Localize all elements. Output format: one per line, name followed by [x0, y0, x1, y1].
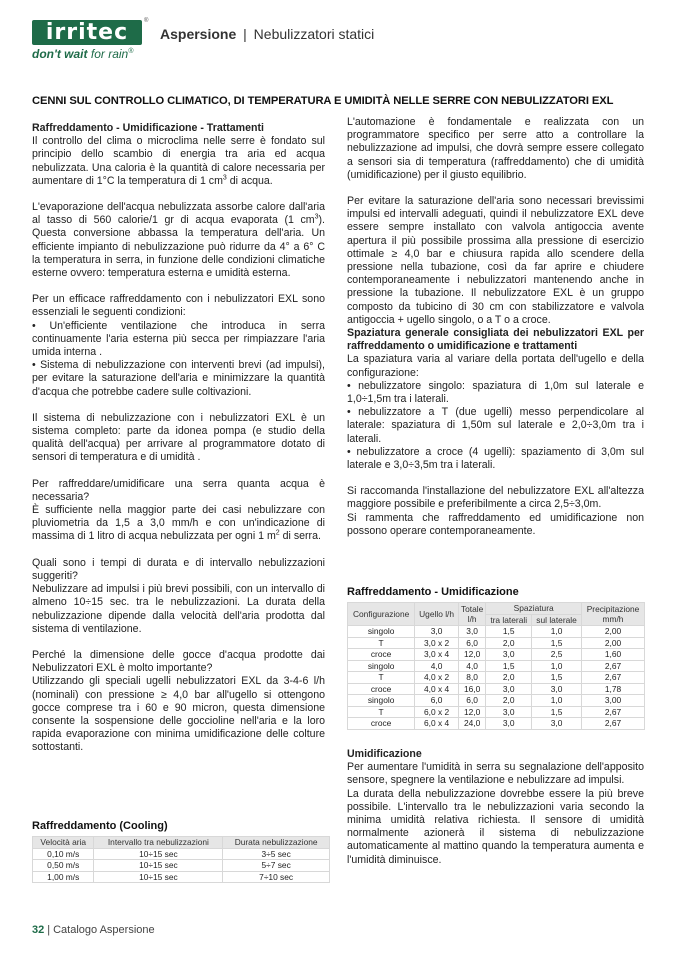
cell: croce [348, 649, 415, 661]
cell: 1,5 [532, 672, 582, 684]
spacing-heading: Spaziatura generale consigliata dei nebulizzatori EXL per raffreddamento o umidificazione e trattamenti [347, 327, 644, 353]
tagline-bold: don't wait [32, 47, 88, 61]
cell: 6,0 [415, 695, 459, 707]
cell: 1,0 [532, 660, 582, 672]
faq-answer: di serra. [279, 530, 321, 543]
spacing-bullet: • nebulizzatore singolo: spaziatura di 1,0m sul laterale e 1,0÷1,5m tra i laterali. [347, 379, 644, 406]
table-row [348, 626, 645, 638]
col-header-ugello: Ugello l/h [415, 603, 459, 626]
faq-water-amount [32, 478, 325, 544]
header-breadcrumb [160, 26, 374, 42]
cell: 1,0 [532, 695, 582, 707]
footer-separator: | [47, 924, 51, 936]
cell: 1,5 [532, 637, 582, 649]
cell: 3,0 [486, 718, 532, 730]
tagline-registered-mark: ® [128, 48, 134, 55]
text: di acqua. [226, 174, 273, 187]
superscript: 2 [275, 529, 280, 537]
page-header [32, 18, 652, 68]
left-heading: Raffreddamento - Umidificazione - Trattamenti [32, 122, 264, 134]
col-header-config: Configurazione [348, 603, 415, 626]
breadcrumb-section: Aspersione [160, 26, 237, 42]
left-column [32, 122, 325, 768]
col-header-intervallo: Intervallo tra nebulizzazioni [94, 837, 223, 849]
superscript: 3 [222, 174, 227, 182]
faq-question: Per raffreddare/umidificare una serra quanta acqua è necessaria? [32, 477, 325, 503]
cell: 10÷15 sec [94, 848, 223, 860]
cell: singolo [348, 626, 415, 638]
spacing-intro: La spaziatura varia al variare della portata dell'ugello e della configurazione: [347, 353, 644, 379]
right-paragraph-2: Per evitare la saturazione dell'aria sono necessari brevissimi impulsi ed intervalli adeguati, quindi il nebulizzatore EXL deve essere sempre installato con valvola antigoccia avente apertura il più possibile prossima alla pressione di esercizio ottimale ≥ 4,0 bar e chiusura rapida allo scendere della pressione nella tubazione, così da far aprire e chiudere contemporaneamente i nebulizzatori mantenendo anche in pressione la tubazione. Il nebulizzatore EXL è un gruppo composto da tubicino di 30 cm con stabilizzatore e valvola antigoccia + ugello singolo, o a T o a croce. [347, 195, 644, 326]
table-row [33, 871, 330, 883]
cell: singolo [348, 695, 415, 707]
superscript: 3 [314, 213, 319, 221]
faq-answer: È sufficiente nella maggior parte dei casi nebulizzare con pluviometria da 1,5 a 3,0 mm/h e con un'indicazione di massima di 1 litro di acqua nebulizzata per ogni 1 m [32, 504, 325, 543]
umidificazione-table-title: Raffreddamento - Umidificazione [347, 586, 519, 598]
cell: 3,0 [458, 626, 485, 638]
faq-timing [32, 557, 325, 636]
col-header-totale: Totale l/h [458, 603, 485, 626]
condition-bullet: • Un'efficiente ventilazione che introduca in serra continuamente l'aria esterna più secca per rimpiazzare l'aria umida interna . [32, 319, 325, 359]
faq-answer: Utilizzando gli speciali ugelli nebulizzatori EXL da 3-4-6 l/h (nominali) con pressione ≥ 4,0 bar all'ugello si ottengono gocce comprese tra i 60 e 90 micron, questa dimensione consente la sospensione delle goccioline nell'aria e la loro rapida evaporazione con minima umidificazione delle colture sottostanti. [32, 675, 325, 754]
table-row [348, 672, 645, 684]
text: Il controllo del clima o microclima nelle serre è fondato sul principio dello scambio di energia tra aria ed acqua nebulizzata. Una caloria è la quantità di calore necessaria per aumentare di 1°C la temperatura di 1 cm [32, 135, 325, 187]
breadcrumb-separator: | [243, 26, 247, 42]
cell: 2,67 [582, 660, 645, 672]
cell: 3,0 [486, 706, 532, 718]
cell: 4,0 x 2 [415, 672, 459, 684]
cell: 3,0 [486, 683, 532, 695]
faq-question: Quali sono i tempi di durata e di intervallo nebulizzazioni suggeriti? [32, 556, 325, 582]
cell: 3,0 [415, 626, 459, 638]
cell: 3,0 [532, 683, 582, 695]
col-header-precipitazione: Precipitazione mm/h [582, 603, 645, 626]
cell: 1,78 [582, 683, 645, 695]
table-row [348, 718, 645, 730]
cell: 3,0 x 2 [415, 637, 459, 649]
cell: 1,5 [486, 660, 532, 672]
cell: 2,0 [486, 695, 532, 707]
cell: 1,5 [532, 706, 582, 718]
umidificazione-heading: Umidificazione [347, 748, 422, 760]
cell: 4,0 [415, 660, 459, 672]
spacing-bullet: • nebulizzatore a T (due ugelli) messo perpendicolare al laterale: spaziatura di 1,50m sul laterale e 2,0÷3,0m tra i laterali. [347, 406, 644, 445]
conditions-intro: Per un efficace raffreddamento con i nebulizzatori EXL sono essenziali le seguenti condizioni: [32, 293, 325, 319]
registered-mark: ® [144, 18, 149, 24]
cell: 24,0 [458, 718, 485, 730]
condition-bullet: • Sistema di nebulizzazione con interventi brevi (ad impulsi), per evitare la saturazione dell'aria e minimizzare la quantità d'acqua che potrebbe cadere sulle coltivazioni. [32, 359, 325, 398]
cell: 2,67 [582, 672, 645, 684]
umidificazione-table [347, 602, 645, 730]
cooling-table [32, 836, 330, 883]
cell: 6,0 [458, 637, 485, 649]
page-title: CENNI SUL CONTROLLO CLIMATICO, DI TEMPERATURA E UMIDITÀ NELLE SERRE CON NEBULIZZATORI EXL [32, 95, 614, 107]
cell: T [348, 637, 415, 649]
table-row [348, 683, 645, 695]
col-header-velocita: Velocità aria [33, 837, 94, 849]
logo-tagline [32, 47, 133, 61]
umidificazione-section [347, 748, 644, 867]
table-row [33, 860, 330, 872]
cell: 2,67 [582, 706, 645, 718]
faq-question: Perché la dimensione delle gocce d'acqua prodotte dai Nebulizzatori EXL è molto importante? [32, 648, 325, 675]
cell: 12,0 [458, 706, 485, 718]
cooling-table-title: Raffreddamento (Cooling) [32, 820, 168, 832]
right-paragraph-4: Si rammenta che raffreddamento ed umidificazione non possono operare contemporaneamente. [347, 511, 644, 537]
cell: 4,0 [458, 660, 485, 672]
spacing-paragraph [347, 353, 644, 472]
cell: 8,0 [458, 672, 485, 684]
table-row [348, 695, 645, 707]
cell: 3,0 [532, 718, 582, 730]
text: ). Questa conversione abbassa la temperatura dell'aria. Un efficiente impianto di nebulizzazione può ridurre da 4° a 6° C la temperatura in serra, in funzione delle condizioni climatiche esterne ovvero: temperatura esterna e umidità esterna. [32, 214, 325, 280]
cell: 10÷15 sec [94, 871, 223, 883]
cell: 16,0 [458, 683, 485, 695]
col-header-spaziatura: Spaziatura [486, 603, 582, 615]
col-header-durata: Durata nebulizzazione [223, 837, 330, 849]
umidificazione-paragraph-1: Per aumentare l'umidità in serra su segnalazione dell'apposito sensore, spegnere la ventilazione e nebulizzare ad impulsi. [347, 761, 644, 787]
cell: 3÷5 sec [223, 848, 330, 860]
breadcrumb-subsection: Nebulizzatori statici [253, 26, 375, 42]
left-paragraph-1 [32, 135, 325, 188]
faq-answer: Nebulizzare ad impulsi i più brevi possibili, con un intervallo di almeno 10÷15 sec. tra le nebulizzazioni. La durata della nebulizzazione dipende dalla velocità dell'aria prodotta dal sistema di ventilazione. [32, 583, 325, 635]
umidificazione-paragraph-2: La durata della nebulizzazione dovrebbe essere la più breve possibile. L'intervallo tra le nebulizzazioni varia secondo la minima umidità relativa richiesta. Il sensore di umidità normalmente azionerà il sistema di nebulizzazione automaticamente al mattino quando la temperatura aumenta e l'umidità diminuisce. [347, 787, 644, 866]
right-paragraph-3: Si raccomanda l'installazione del nebulizzatore EXL all'altezza maggiore possibile e preferibilmente a circa 2,5÷3,0m. [347, 485, 644, 511]
cell: 1,60 [582, 649, 645, 661]
text: L'evaporazione dell'acqua nebulizzata assorbe calore dall'aria al tasso di 560 calorie/1 gr di acqua evaporata (1 cm [32, 201, 325, 227]
cell: 2,5 [532, 649, 582, 661]
cell: 2,00 [582, 626, 645, 638]
cell: 3,0 [486, 649, 532, 661]
left-paragraph-2 [32, 201, 325, 280]
cell: 3,0 x 4 [415, 649, 459, 661]
cell: 4,0 x 4 [415, 683, 459, 695]
cell: 3,00 [582, 695, 645, 707]
tagline-light: for rain [90, 47, 129, 61]
cell: T [348, 672, 415, 684]
table-row [348, 637, 645, 649]
irritec-logo: irritec [32, 20, 142, 45]
cell: 6,0 [458, 695, 485, 707]
cell: 0,10 m/s [33, 848, 94, 860]
cell: croce [348, 718, 415, 730]
cell: 0,50 m/s [33, 860, 94, 872]
cell: T [348, 706, 415, 718]
cell: 6,0 x 4 [415, 718, 459, 730]
spacing-bullet: • nebulizzatore a croce (4 ugelli): spaziamento di 3,0m sul laterale e 3,0÷3,5m tra i laterali. [347, 445, 644, 472]
col-header-tra-laterali: tra laterali [486, 614, 532, 626]
cell: 2,67 [582, 718, 645, 730]
cell: croce [348, 683, 415, 695]
table-row [348, 660, 645, 672]
col-header-sul-laterale: sul laterale [532, 614, 582, 626]
table-row [33, 848, 330, 860]
cell: 7÷10 sec [223, 871, 330, 883]
cell: 1,00 m/s [33, 871, 94, 883]
cell: 10÷15 sec [94, 860, 223, 872]
cell: 1,0 [532, 626, 582, 638]
page-number: 32 [32, 924, 45, 936]
right-column [347, 116, 644, 551]
catalog-name: Catalogo Aspersione [53, 924, 155, 936]
cell: 2,0 [486, 637, 532, 649]
cell: 12,0 [458, 649, 485, 661]
cell: 1,5 [486, 626, 532, 638]
cell: 2,00 [582, 637, 645, 649]
left-paragraph-3 [32, 293, 325, 399]
cell: 6,0 x 2 [415, 706, 459, 718]
table-row [348, 649, 645, 661]
table-row [348, 706, 645, 718]
faq-droplet-size [32, 649, 325, 755]
cell: singolo [348, 660, 415, 672]
cell: 2,0 [486, 672, 532, 684]
page-footer [32, 924, 155, 936]
right-paragraph-1: L'automazione è fondamentale e realizzata con un programmatore specifico per serre atto a controllare la nebulizzazione ad impulsi, che dovrà sempre essere collegato a sensori sia di temperatura (raffreddamento) che di umidità (umidificazione) per il giusto equilibrio. [347, 116, 644, 181]
cell: 5÷7 sec [223, 860, 330, 872]
left-paragraph-4: Il sistema di nebulizzazione con i nebulizzatori EXL è un sistema completo: parte da idonea pompa (e studio della qualità dell'acqua) per arrivare al programmatore dotato di sensori di temperatura e di umidità . [32, 411, 325, 464]
